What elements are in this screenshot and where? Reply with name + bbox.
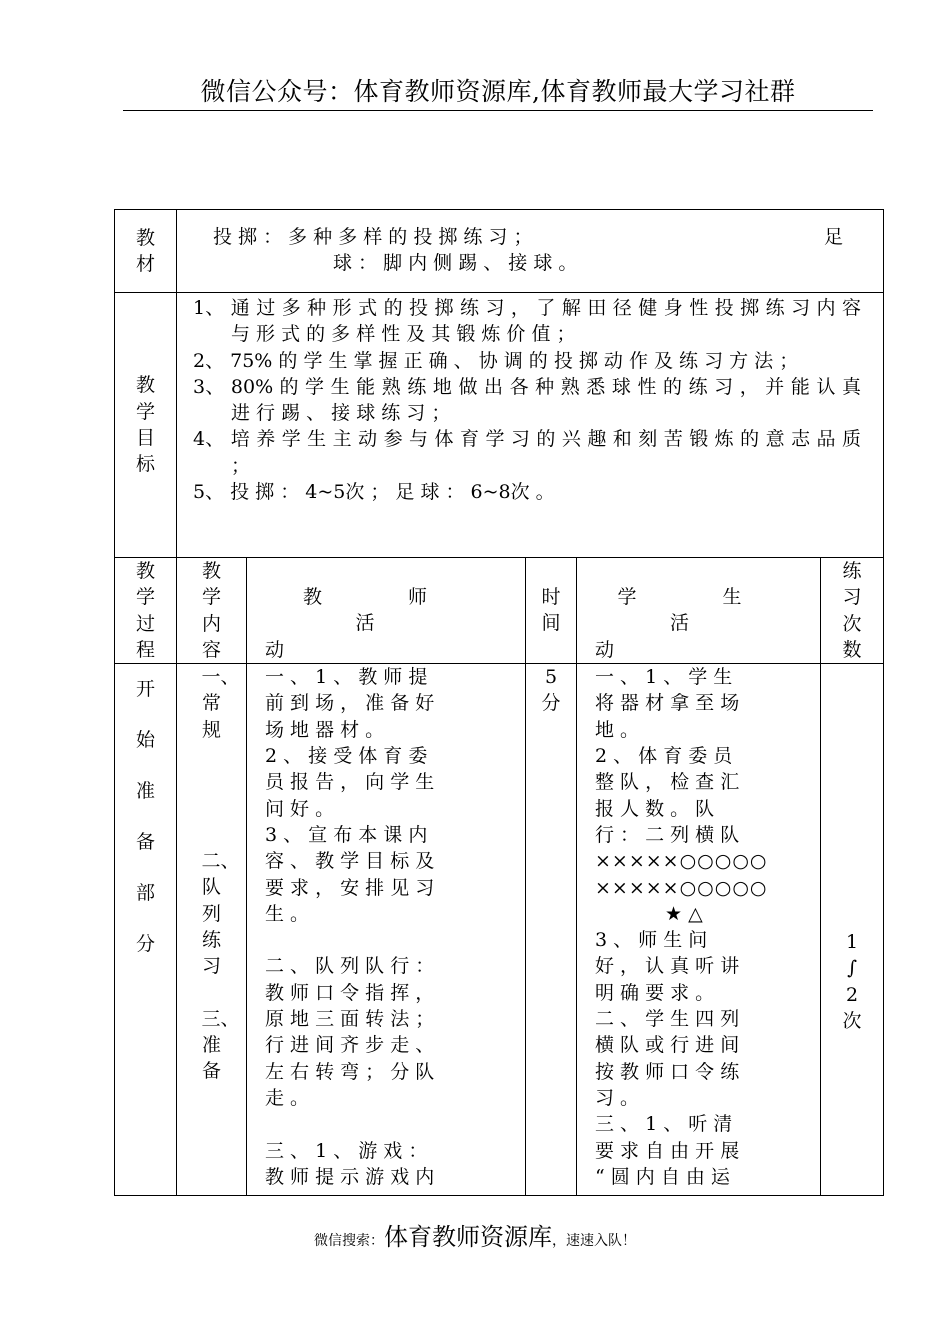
student-line: 按 教 师 口 令 练 bbox=[595, 1060, 740, 1083]
student-line: 将 器 材 拿 至 场 bbox=[595, 692, 740, 715]
student-line: 行 ： 二 列 横 队 bbox=[595, 823, 740, 846]
page-header: 微信公众号：体育教师资源库,体育教师最大学习社群 bbox=[123, 72, 873, 111]
time-unit: 分 bbox=[541, 692, 561, 715]
footer-name: 体育教师资源库 bbox=[384, 1223, 552, 1251]
student-line: “ 圆 内 自 由 运 bbox=[595, 1165, 730, 1188]
section-name-cell bbox=[115, 664, 177, 1196]
student-line: 习 。 bbox=[595, 1086, 640, 1109]
objectives-label-cell bbox=[115, 293, 177, 558]
teacher-line: 三 、 1 、 游 戏 ： bbox=[265, 1139, 428, 1162]
teacher-line: 场 地 器 材 。 bbox=[265, 718, 385, 741]
time-value: 5 bbox=[544, 666, 558, 689]
teacher-line: 行 进 间 齐 步 走 、 bbox=[265, 1034, 435, 1057]
teacher-line bbox=[265, 1111, 503, 1137]
student-line: 二 、 学 生 四 列 bbox=[595, 1008, 740, 1031]
teacher-line: 2 、 接 受 体 育 委 bbox=[265, 745, 428, 768]
start-section-row bbox=[115, 664, 884, 1196]
objective-item: 2、 75% 的 学 生 掌 握 正 确 、 协 调 的 投 掷 动 作 及 练 习 方 法 ； bbox=[193, 349, 799, 372]
teacher-line: 二 、 队 列 队 行 ： bbox=[265, 955, 435, 978]
teacher-line: 要 求 ， 安 排 见 习 bbox=[265, 876, 435, 899]
footer-prefix: 微信搜索： bbox=[314, 1233, 384, 1249]
teacher-line: 一 、 1 、 教 师 提 bbox=[265, 666, 428, 689]
objectives-row bbox=[115, 293, 884, 558]
student-line: 整 队 ， 检 查 汇 bbox=[595, 771, 740, 794]
student-line: 一 、 1 、 学 生 bbox=[595, 666, 733, 689]
teacher-line: 3 、 宣 布 本 课 内 bbox=[265, 823, 428, 846]
practice-count-header: 练习次数 bbox=[821, 558, 884, 664]
page-footer bbox=[0, 1222, 950, 1256]
student-line: 要 求 自 由 开 展 bbox=[595, 1139, 740, 1162]
teacher-activity-cell bbox=[247, 664, 526, 1196]
student-activity-header: 学 生 活 动 bbox=[577, 558, 821, 664]
teacher-line: 容 、 教 学 目 标 及 bbox=[265, 850, 435, 873]
objective-item: 1、 通 过 多 种 形 式 的 投 掷 练 习 ， 了 解 田 径 健 身 性 投 掷 练 习 内 容 与 形 式 的 多 样 性 及 其 锻 炼 价 值 ； bbox=[193, 297, 862, 346]
formation-markers: ★ △ bbox=[665, 902, 703, 925]
teacher-line bbox=[265, 927, 503, 953]
objective-item: 4、 培 养 学 生 主 动 参 与 体 育 学 习 的 兴 趣 和 刻 苦 锻 炼 的 意 志 品 质 ； bbox=[193, 428, 862, 477]
teacher-line: 教 师 提 示 游 戏 内 bbox=[265, 1165, 435, 1188]
material-label: 教材 bbox=[135, 226, 155, 275]
objective-item: 5、 投 掷 ： 4~5次 ； 足 球 ： 6~8次 。 bbox=[193, 481, 555, 504]
content-header: 教学内容 bbox=[177, 558, 247, 664]
footer-suffix: ，速速入队！ bbox=[552, 1233, 636, 1249]
student-line: 地 。 bbox=[595, 718, 640, 741]
process-header: 教学过程 bbox=[115, 558, 177, 664]
practice-count-cell bbox=[821, 664, 884, 1196]
practice-min: 1 bbox=[845, 931, 859, 954]
material-line-1-end: 足 bbox=[824, 226, 844, 248]
practice-unit: 次 bbox=[842, 1010, 862, 1033]
formation-row: ×××××○○○○○ bbox=[595, 850, 768, 873]
student-line: 横 队 或 行 进 间 bbox=[595, 1034, 740, 1057]
teacher-line: 生 。 bbox=[265, 902, 310, 925]
section-content-cell bbox=[177, 664, 247, 1196]
material-content-cell bbox=[177, 210, 884, 293]
student-line: 报 人 数 。 队 bbox=[595, 797, 715, 820]
material-row bbox=[115, 210, 884, 293]
time-cell bbox=[526, 664, 577, 1196]
teacher-line: 问 好 。 bbox=[265, 797, 335, 820]
material-line-1: 投 掷 ： 多 种 多 样 的 投 掷 练 习 ； bbox=[213, 226, 533, 248]
student-line: 好 ， 认 真 听 讲 bbox=[595, 955, 740, 978]
objectives-label: 教学目标 bbox=[135, 374, 155, 476]
student-line: 2 、 体 育 委 员 bbox=[595, 745, 733, 768]
practice-max: 2 bbox=[845, 983, 859, 1006]
objectives-content-cell bbox=[177, 293, 884, 558]
teacher-line: 左 右 转 弯 ； 分 队 bbox=[265, 1060, 435, 1083]
material-label-cell bbox=[115, 210, 177, 293]
section-name: 开 始 准 备 部 分 bbox=[135, 678, 155, 956]
content-warmup: 三、准备 bbox=[201, 1007, 240, 1083]
teacher-line: 前 到 场 ， 准 备 好 bbox=[265, 692, 435, 715]
lesson-plan-table bbox=[114, 209, 884, 1196]
objective-item: 3、 80% 的 学 生 能 熟 练 地 做 出 各 种 熟 悉 球 性 的 练 习 ， 并 能 认 真 进 行 踢 、 接 球 练 习 ； bbox=[193, 375, 862, 425]
teacher-line: 教 师 口 令 指 挥 ， bbox=[265, 981, 435, 1004]
student-line: 明 确 要 求 。 bbox=[595, 981, 715, 1004]
teacher-line: 走 。 bbox=[265, 1086, 310, 1109]
content-formation: 二、队列练习 bbox=[201, 850, 240, 978]
teacher-activity-header: 教 师 活 动 bbox=[247, 558, 526, 664]
student-activity-cell bbox=[577, 664, 821, 1196]
teacher-line: 员 报 告 ， 向 学 生 bbox=[265, 771, 435, 794]
material-line-2: 球 ： 脚 内 侧 踢 、 接 球 。 bbox=[333, 252, 578, 275]
process-header-row bbox=[115, 558, 884, 664]
student-line: 3 、 师 生 问 bbox=[595, 929, 708, 952]
content-routine: 一、常规 bbox=[201, 666, 240, 741]
student-line: 三 、 1 、 听 清 bbox=[595, 1113, 733, 1136]
practice-range-sign: ∫ bbox=[847, 957, 857, 980]
time-header: 时间 bbox=[526, 558, 577, 664]
teacher-line: 原 地 三 面 转 法 ； bbox=[265, 1008, 435, 1031]
formation-row: ×××××○○○○○ bbox=[595, 876, 768, 899]
